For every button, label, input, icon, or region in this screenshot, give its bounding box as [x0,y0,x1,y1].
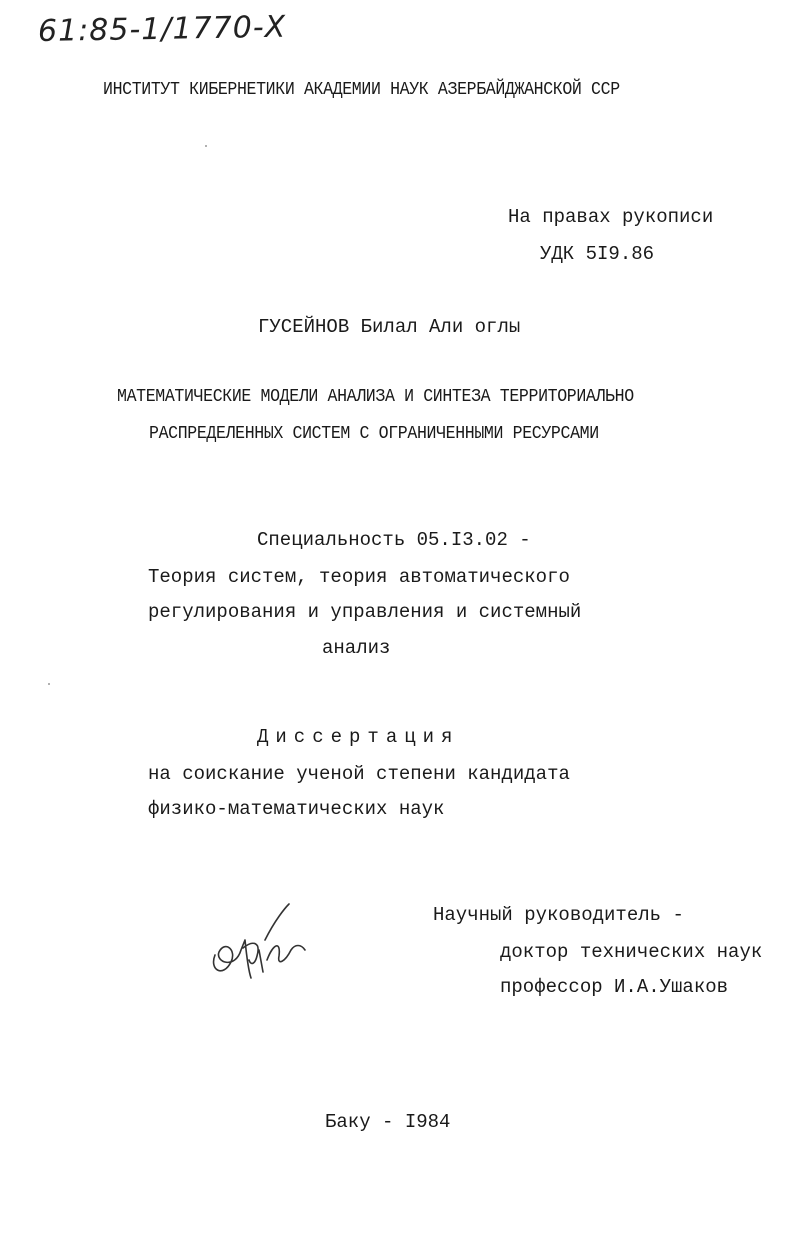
institute-name: ИНСТИТУТ КИБЕРНЕТИКИ АКАДЕМИИ НАУК АЗЕРБАЙДЖАНСКОЙ ССР [103,80,620,100]
udk-code: УДК 5I9.86 [540,243,655,265]
scan-speck [205,145,207,147]
title-line-2: РАСПРЕДЕЛЕННЫХ СИСТЕМ С ОГРАНИЧЕННЫМИ РЕСУРСАМИ [149,424,599,444]
scan-speck [48,683,50,685]
dissertation-line-1: на соискание ученой степени кандидата [148,763,570,785]
archive-number-handwritten: 61:85-1/1770-Х [37,9,287,49]
supervisor-name: профессор И.А.Ушаков [500,976,729,998]
specialty-code: Специальность 05.I3.02 - [257,529,531,551]
signature-image [205,900,315,985]
supervisor-title: Научный руководитель - [433,904,684,926]
supervisor-degree: доктор технических наук [500,941,763,963]
dissertation-line-2: физико-математических наук [148,798,445,820]
specialty-line-4: анализ [322,637,391,659]
specialty-line-3: регулирования и управления и системный [148,601,582,623]
rights-notice: На правах рукописи [508,206,714,228]
dissertation-heading: Диссертация [257,726,460,748]
specialty-line-2: Теория систем, теория автоматического [148,566,570,588]
author-name: ГУСЕЙНОВ Билал Али оглы [258,316,521,338]
place-and-year: Баку - I984 [325,1111,451,1133]
title-line-1: МАТЕМАТИЧЕСКИЕ МОДЕЛИ АНАЛИЗА И СИНТЕЗА ТЕРРИТОРИАЛЬНО [117,387,634,407]
